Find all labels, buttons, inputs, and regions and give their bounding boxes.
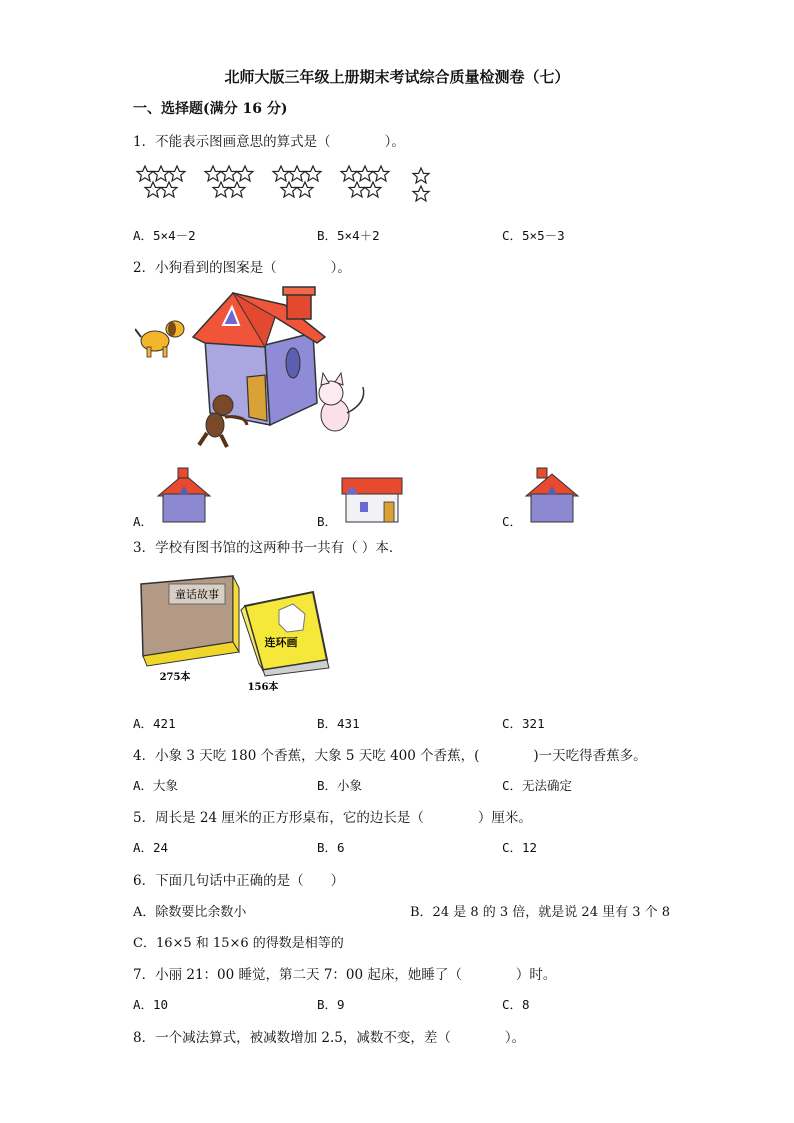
q7-option-a[interactable]: A．10 — [133, 997, 169, 1012]
q3-option-b[interactable]: B．431 — [317, 716, 360, 731]
star-group-2 — [205, 166, 253, 197]
book2-count: 156本 — [247, 682, 279, 693]
book2-title: 连环画 — [264, 636, 298, 649]
question-5-stem: 5．周长是 24 厘米的正方形桌布，它的边长是（ ）厘米。 — [133, 810, 532, 826]
q2-option-b[interactable]: B． — [317, 514, 338, 529]
q5-option-b[interactable]: B．6 — [317, 840, 345, 855]
question-2-stem: 2．小狗看到的图案是（ ）。 — [133, 260, 351, 276]
q4-option-b[interactable]: B．小象 — [317, 778, 363, 793]
cat-figure — [319, 373, 364, 431]
star-group-5 — [413, 168, 429, 201]
book1-title: 童话故事 — [175, 588, 219, 601]
section-heading: 一、选择题(满分 16 分) — [133, 101, 288, 117]
star-group-4 — [341, 166, 389, 197]
q4-option-c[interactable]: C．无法确定 — [502, 778, 573, 793]
page-title: 北师大版三年级上册期末考试综合质量检测卷（七） — [224, 68, 570, 86]
q5-option-c[interactable]: C．12 — [502, 840, 538, 855]
q1-option-a[interactable]: A．5×4－2 — [133, 228, 196, 243]
question-1-stem: 1．不能表示图画意思的算式是（ ）。 — [133, 134, 405, 150]
dog-figure — [135, 321, 184, 357]
q3-option-c[interactable]: C．321 — [502, 716, 545, 731]
question-4-stem: 4．小象 3 天吃 180 个香蕉，大象 5 天吃 400 个香蕉，( )一天吃得香蕉多。 — [133, 748, 647, 764]
q6-option-a[interactable]: A．除数要比余数小 — [133, 905, 247, 920]
q5-option-a[interactable]: A．24 — [133, 840, 169, 855]
question-3-stem: 3．学校有图书馆的这两种书一共有（ ）本． — [133, 540, 403, 556]
star-group-3 — [273, 166, 321, 197]
q6-option-c[interactable]: C．16×5 和 15×6 的得数是相等的 — [133, 936, 344, 951]
q6-option-b[interactable]: B．24 是 8 的 3 倍，就是说 24 里有 3 个 8 — [410, 905, 671, 920]
q2-option-a[interactable]: A． — [133, 514, 154, 529]
house-scene-illustration — [135, 285, 375, 450]
house-view-c — [523, 466, 581, 524]
q3-option-a[interactable]: A．421 — [133, 716, 176, 731]
q2-option-c[interactable]: C． — [502, 514, 523, 529]
question-1-stars-figure — [133, 160, 433, 210]
q7-option-c[interactable]: C．8 — [502, 997, 530, 1012]
q4-option-a[interactable]: A．大象 — [133, 778, 179, 793]
books-illustration — [133, 572, 343, 697]
question-8-stem: 8．一个减法算式，被减数增加 2.5，减数不变，差（ ）。 — [133, 1030, 526, 1046]
q7-option-b[interactable]: B．9 — [317, 997, 345, 1012]
q1-option-b[interactable]: B．5×4＋2 — [317, 228, 380, 243]
star-group-1 — [137, 166, 185, 197]
question-7-stem: 7．小丽 21：00 睡觉，第二天 7：00 起床，她睡了（ ）时。 — [133, 967, 557, 983]
house-view-b — [338, 474, 406, 524]
q1-option-c[interactable]: C．5×5－3 — [502, 228, 565, 243]
question-6-stem: 6．下面几句话中正确的是（ ） — [133, 873, 345, 889]
book1-count: 275本 — [159, 672, 191, 683]
house-view-a — [155, 466, 213, 524]
